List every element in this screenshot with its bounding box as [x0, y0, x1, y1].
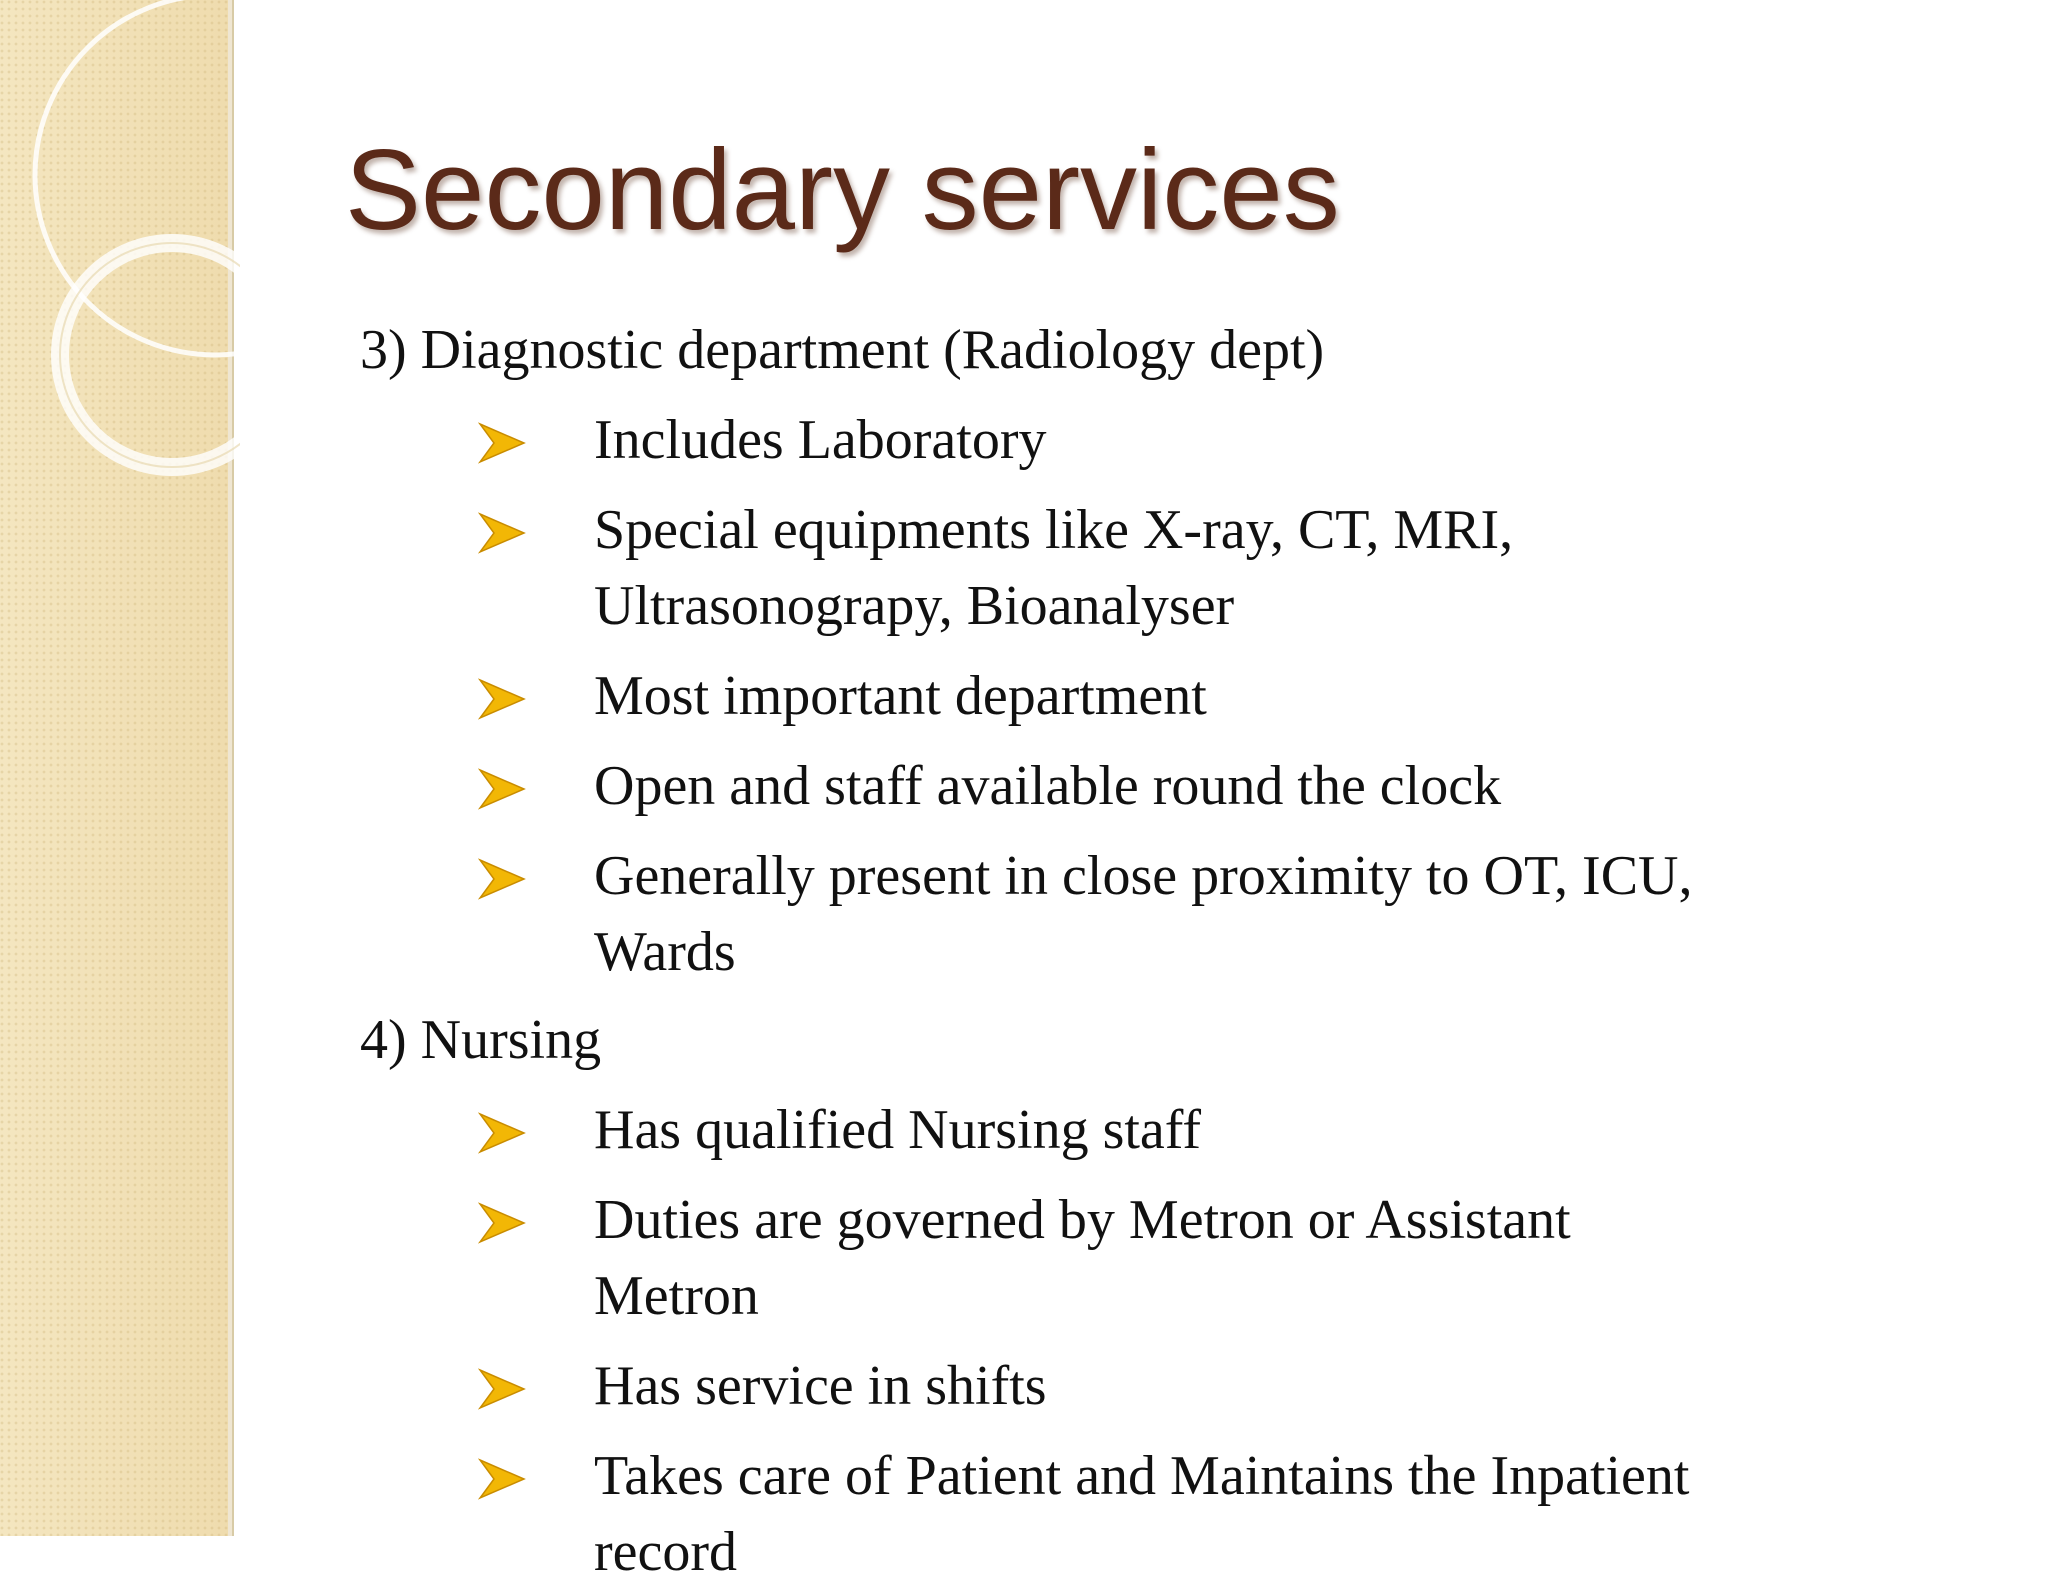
- bullet-text: Includes Laboratory: [594, 409, 1047, 471]
- arrowhead-bullet-icon: [478, 858, 526, 900]
- section-diagnostic: [360, 312, 1960, 990]
- slide-title: Secondary services: [345, 127, 1340, 254]
- bullet-text: Duties are governed by Metron or Assistant Metron: [594, 1189, 1571, 1327]
- bullet-text: Special equipments like X-ray, CT, MRI, Ultrasonograpy, Bioanalyser: [594, 499, 1514, 637]
- arrowhead-bullet-icon: [478, 422, 526, 464]
- list-item: [360, 838, 1760, 990]
- arrowhead-bullet-icon: [478, 512, 526, 554]
- arrowhead-bullet-icon: [478, 1112, 526, 1154]
- arrowhead-bullet-icon: [478, 768, 526, 810]
- list-item: [360, 658, 1760, 734]
- list-item: [360, 1438, 1760, 1590]
- section-heading: 3) Diagnostic department (Radiology dept): [360, 319, 1325, 381]
- section-nursing: [360, 1002, 1960, 1590]
- arrowhead-bullet-icon: [478, 1368, 526, 1410]
- bullet-text: Has service in shifts: [594, 1355, 1047, 1417]
- bullet-text: Generally present in close proximity to OT, ICU, Wards: [594, 845, 1693, 983]
- arrowhead-bullet-icon: [478, 678, 526, 720]
- bullet-list: [360, 1092, 1960, 1590]
- bullet-list: [360, 402, 1960, 990]
- bullet-text: Has qualified Nursing staff: [594, 1099, 1202, 1161]
- list-item: [360, 1092, 1760, 1168]
- list-item: [360, 1182, 1760, 1334]
- list-item: [360, 492, 1760, 644]
- slide-content: [360, 300, 1960, 1590]
- decorative-rings: [0, 0, 240, 520]
- list-item: [360, 402, 1760, 478]
- bullet-text: Open and staff available round the clock: [594, 755, 1502, 817]
- list-item: [360, 748, 1760, 824]
- bullet-text: Most important department: [594, 665, 1207, 727]
- section-heading: 4) Nursing: [360, 1009, 602, 1071]
- arrowhead-bullet-icon: [478, 1458, 526, 1500]
- bullet-text: Takes care of Patient and Maintains the Inpatient record: [594, 1445, 1690, 1583]
- list-item: [360, 1348, 1760, 1424]
- arrowhead-bullet-icon: [478, 1202, 526, 1244]
